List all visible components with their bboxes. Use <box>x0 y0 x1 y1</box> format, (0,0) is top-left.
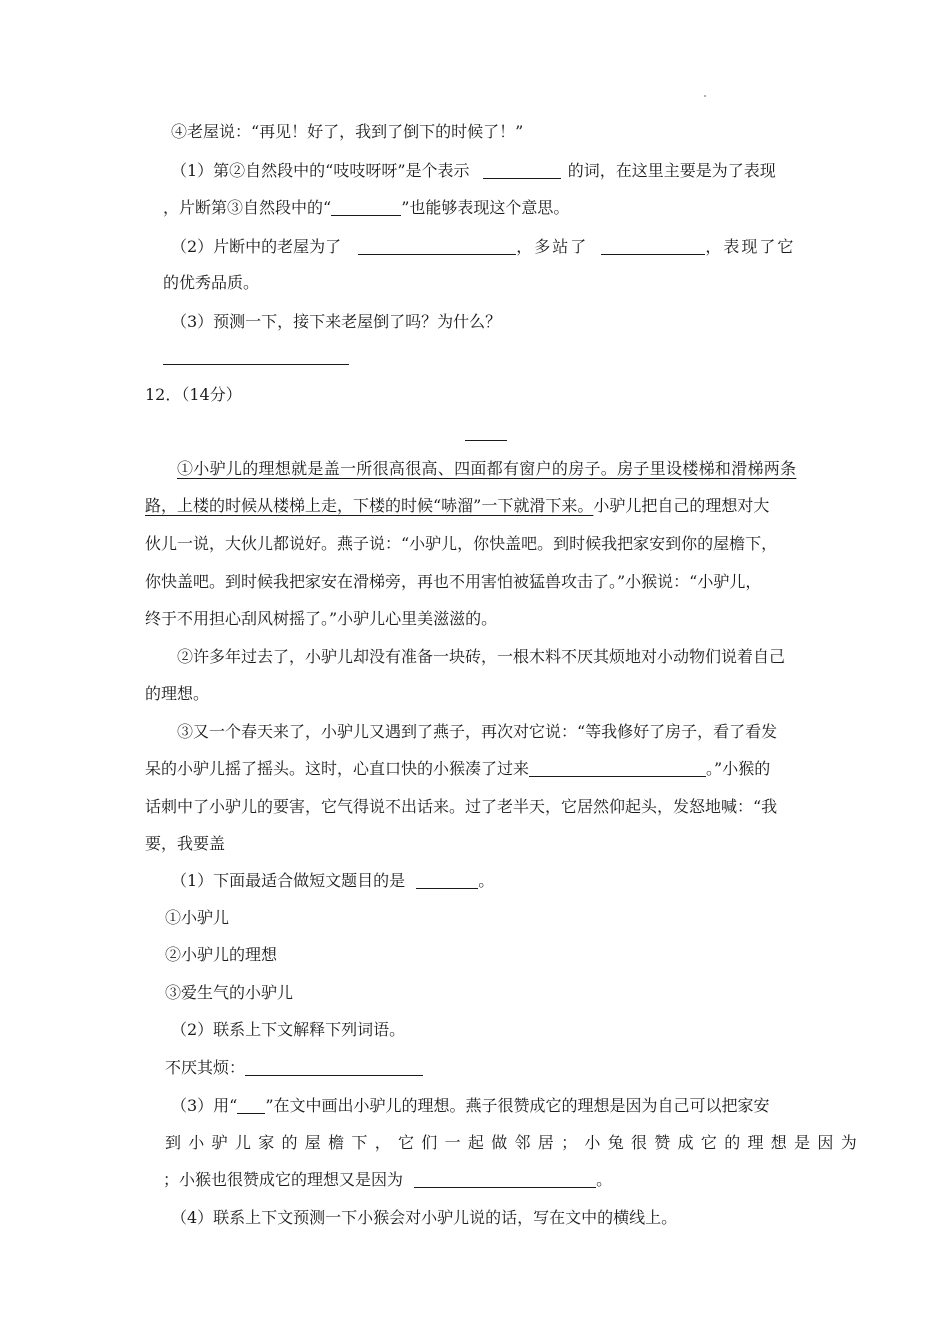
q12-p1-line2-rest: 小驴儿把自己的理想对大 <box>593 496 770 515</box>
q12-sub3-line1 <box>171 1095 770 1117</box>
q12-sub3-text-b: ”在文中画出小驴儿的理想。燕子很赞成它的理想是因为自己可以把家安 <box>265 1096 770 1115</box>
q12-sub4-stem: （4）联系上下文预测一下小猴会对小驴儿说的话，写在文中的横线上。 <box>171 1208 678 1227</box>
q12-header: 12．（14分） <box>145 385 242 404</box>
q12-title-blank[interactable] <box>465 440 507 441</box>
q12-p3-line2 <box>145 758 770 780</box>
q11-sub2-line2: 的优秀品质。 <box>163 273 260 292</box>
q11-sub1-line2 <box>163 197 569 219</box>
q12-sub1-answer-blank[interactable] <box>416 872 478 889</box>
q12-p3-text-b: 。”小猴的 <box>706 759 771 778</box>
q12-sub3-end: 。 <box>596 1170 613 1189</box>
q12-p1-underlined-ideal: 路，上楼的时候从楼梯上走，下楼的时候“哧溜”一下就滑下来。 <box>145 496 594 515</box>
q12-p3-text-a: 呆的小驴儿摇了摇头。这时，心直口快的小猴凑了过来 <box>145 759 530 778</box>
q12-p3-line1: ③又一个春天来了，小驴儿又遇到了燕子，再次对它说：“等我修好了房子，看了看发 <box>177 722 778 741</box>
q11-sub1-line1 <box>171 160 776 182</box>
q12-sub3-text-a: （3）用“ <box>171 1096 238 1115</box>
q12-sub3-answer-blank[interactable] <box>414 1171 596 1188</box>
q12-sub3-text-c: ；小猴也很赞成它的理想又是因为 <box>163 1170 404 1189</box>
q12-sub2-term: 不厌其烦： <box>165 1058 246 1077</box>
q12-sub2-term-line <box>165 1057 423 1079</box>
q12-p1-line2 <box>145 495 769 517</box>
q12-sub1-text: （1）下面最适合做短文题目的是 <box>171 871 406 890</box>
q11-sub1-text-d: ”也能够表现这个意思。 <box>401 198 570 217</box>
q11-sub3-answer-line[interactable] <box>163 364 349 365</box>
q12-p1-line5: 终于不用担心刮风树摇了。”小驴儿心里美滋滋的。 <box>145 609 498 628</box>
q12-p1-line1: ①小驴儿的理想就是盖一所很高很高、四面都有窗户的房子。房子里设楼梯和滑梯两条 <box>177 459 797 478</box>
q12-p3-line4: 要，我要盖 <box>145 834 226 853</box>
q11-sub2-answer-blank-1[interactable] <box>358 238 516 255</box>
q12-p1-line4: 你快盖吧。到时候我把家安在滑梯旁，再也不用害怕被猛兽攻击了。”小猴说：“小驴儿， <box>145 572 762 591</box>
q11-sub2-text-c: ，表现了它 <box>705 237 796 256</box>
q12-sub3-line3 <box>163 1169 612 1191</box>
q12-sub1-option-2: ②小驴儿的理想 <box>165 945 278 964</box>
q12-p2-line2: 的理想。 <box>145 684 210 703</box>
q11-para-4: ④老屋说：“再见！好了，我到了倒下的时候了！” <box>171 122 524 141</box>
q11-sub2-answer-blank-2[interactable] <box>601 238 705 255</box>
q11-sub1-text-a: （1）第②自然段中的“吱吱呀呀”是个表示 <box>171 161 470 180</box>
q12-sub2-stem: （2）联系上下文解释下列词语。 <box>171 1020 406 1039</box>
q11-sub2-text-a: （2）片断中的老屋为了 <box>171 237 342 256</box>
q12-sub3-line2: 到小驴儿家的屋檐下，它们一起做邻居；小兔很赞成它的理想是因为 <box>165 1133 865 1152</box>
scan-speck <box>704 95 706 97</box>
q12-sub1-stem <box>171 870 494 892</box>
q11-sub1-answer-blank-2[interactable] <box>331 199 401 216</box>
q12-sub3-underline-sample <box>237 1097 265 1114</box>
q11-sub1-text-b: 的词，在这里主要是为了表现 <box>567 161 776 180</box>
q12-sub1-end: 。 <box>478 871 495 890</box>
q12-p2-line1: ②许多年过去了，小驴儿却没有准备一块砖，一根木料不厌其烦地对小动物们说着自己 <box>177 647 786 666</box>
q11-sub3-prompt: （3）预测一下，接下来老屋倒了吗？为什么？ <box>171 312 502 331</box>
q12-p3-line3: 话刺中了小驴儿的要害，它气得说不出话来。过了老半天，它居然仰起头，发怒地喊：“我 <box>145 797 778 816</box>
q12-p3-monkey-words-blank[interactable] <box>529 760 706 777</box>
q11-sub2-text-b: ，多站了 <box>516 237 589 256</box>
q12-sub2-answer-blank[interactable] <box>245 1059 423 1076</box>
q11-sub1-answer-blank-1[interactable] <box>483 162 561 179</box>
q11-sub1-text-c: ，片断第③自然段中的“ <box>163 198 332 217</box>
q12-p1-line3: 伙儿一说，大伙儿都说好。燕子说：“小驴儿，你快盖吧。到时候我把家安到你的屋檐下， <box>145 534 778 553</box>
q12-sub1-option-1: ①小驴儿 <box>165 908 230 927</box>
q12-sub1-option-3: ③爱生气的小驴儿 <box>165 983 294 1002</box>
q11-sub2-line1 <box>171 236 795 258</box>
